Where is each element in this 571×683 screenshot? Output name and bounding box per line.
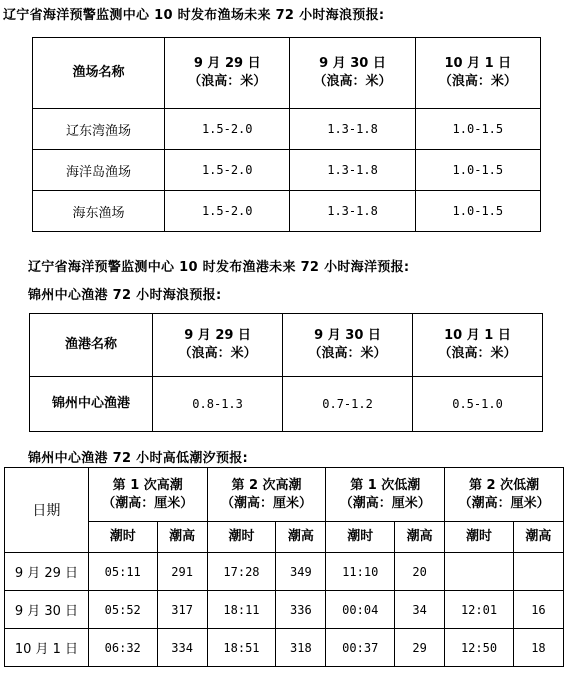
table-header-row — [5, 468, 564, 522]
col-date: 日期 — [5, 468, 89, 553]
harbor-wave-table — [29, 313, 543, 432]
col-harbor-name: 渔港名称 — [30, 314, 153, 377]
wave-value: 1.5-2.0 — [165, 109, 290, 150]
tide-height: 349 — [276, 553, 326, 591]
unit-label: （浪高：米） — [188, 74, 267, 89]
group-title: 第 1 次高潮 — [112, 477, 183, 493]
tide-time: 12:50 — [445, 629, 514, 667]
subcol-time: 潮时 — [445, 522, 514, 553]
unit-label: （浪高：米） — [178, 346, 257, 361]
harbor-name: 锦州中心渔港 — [30, 377, 153, 432]
tide-time: 18:51 — [207, 629, 276, 667]
tide-time: 12:01 — [445, 591, 514, 629]
unit-label: （潮高：厘米） — [339, 495, 431, 511]
wave-value: 1.3-1.8 — [290, 109, 415, 150]
wave-value: 1.0-1.5 — [415, 191, 540, 232]
tide-height: 291 — [157, 553, 207, 591]
date-label: 9 月 30 日 — [319, 56, 386, 71]
wave-value: 1.0-1.5 — [415, 150, 540, 191]
tide-height — [513, 553, 563, 591]
table-row — [33, 191, 541, 232]
subcol-height: 潮高 — [395, 522, 445, 553]
date-label: 10 月 1 日 — [444, 56, 512, 71]
fishery-name: 辽东湾渔场 — [33, 109, 165, 150]
tide-time: 11:10 — [326, 553, 395, 591]
wave-value: 1.3-1.8 — [290, 191, 415, 232]
col-date-2 — [283, 314, 413, 377]
table-row — [5, 629, 564, 667]
row-date: 10 月 1 日 — [5, 629, 89, 667]
group-title: 第 1 次低潮 — [350, 477, 421, 493]
subcol-height: 潮高 — [513, 522, 563, 553]
tide-time: 05:11 — [88, 553, 157, 591]
unit-label: （浪高：米） — [313, 74, 392, 89]
unit-label: （浪高：米） — [308, 346, 387, 361]
unit-label: （浪高：米） — [438, 74, 517, 89]
group-title: 第 2 次低潮 — [469, 477, 540, 493]
table-row — [30, 377, 543, 432]
group-high-tide-2 — [207, 468, 326, 522]
group-high-tide-1 — [88, 468, 207, 522]
tide-height: 336 — [276, 591, 326, 629]
wave-value: 1.0-1.5 — [415, 109, 540, 150]
subcol-time: 潮时 — [326, 522, 395, 553]
tide-time: 18:11 — [207, 591, 276, 629]
tide-height: 34 — [395, 591, 445, 629]
fishery-wave-table — [32, 37, 541, 232]
tide-height: 18 — [513, 629, 563, 667]
col-date-1 — [165, 38, 290, 109]
tide-height: 334 — [157, 629, 207, 667]
unit-label: （潮高：厘米） — [458, 495, 550, 511]
row-date: 9 月 29 日 — [5, 553, 89, 591]
heading-fishery-wave-forecast: 辽宁省海洋预警监测中心 10 时发布渔场未来 72 小时海浪预报: — [3, 8, 385, 23]
table-header-row — [30, 314, 543, 377]
wave-value: 0.8-1.3 — [153, 377, 283, 432]
col-date-1 — [153, 314, 283, 377]
heading-jinzhou-wave-forecast: 锦州中心渔港 72 小时海浪预报: — [28, 288, 222, 303]
tide-height: 29 — [395, 629, 445, 667]
subcol-time: 潮时 — [88, 522, 157, 553]
tide-height: 317 — [157, 591, 207, 629]
tide-height: 318 — [276, 629, 326, 667]
wave-value: 1.5-2.0 — [165, 150, 290, 191]
tide-height: 16 — [513, 591, 563, 629]
table-header-row — [33, 38, 541, 109]
heading-harbor-ocean-forecast: 辽宁省海洋预警监测中心 10 时发布渔港未来 72 小时海洋预报: — [28, 260, 410, 275]
table-row — [5, 553, 564, 591]
wave-value: 1.5-2.0 — [165, 191, 290, 232]
fishery-name: 海洋岛渔场 — [33, 150, 165, 191]
tide-time — [445, 553, 514, 591]
col-date-2 — [290, 38, 415, 109]
tide-height: 20 — [395, 553, 445, 591]
table-subheader-row — [5, 522, 564, 553]
wave-value: 0.7-1.2 — [283, 377, 413, 432]
group-low-tide-2 — [445, 468, 564, 522]
unit-label: （潮高：厘米） — [102, 495, 194, 511]
col-date-3 — [415, 38, 540, 109]
subcol-time: 潮时 — [207, 522, 276, 553]
tide-time: 05:52 — [88, 591, 157, 629]
date-label: 9 月 29 日 — [193, 56, 261, 71]
date-label: 10 月 1 日 — [444, 328, 511, 343]
table-row — [5, 591, 564, 629]
date-label: 9 月 30 日 — [314, 328, 381, 343]
tide-table — [4, 467, 564, 667]
unit-label: （浪高：米） — [438, 346, 517, 361]
tide-time: 00:04 — [326, 591, 395, 629]
group-low-tide-1 — [326, 468, 445, 522]
table-row — [33, 150, 541, 191]
subcol-height: 潮高 — [157, 522, 207, 553]
tide-time: 00:37 — [326, 629, 395, 667]
subcol-height: 潮高 — [276, 522, 326, 553]
row-date: 9 月 30 日 — [5, 591, 89, 629]
table-row — [33, 109, 541, 150]
col-date-3 — [413, 314, 543, 377]
group-title: 第 2 次高潮 — [231, 477, 302, 493]
fishery-name: 海东渔场 — [33, 191, 165, 232]
date-label: 9 月 29 日 — [184, 328, 251, 343]
heading-tide-forecast: 锦州中心渔港 72 小时高低潮汐预报: — [28, 451, 249, 466]
tide-time: 17:28 — [207, 553, 276, 591]
col-fishery-name: 渔场名称 — [33, 38, 165, 109]
tide-time: 06:32 — [88, 629, 157, 667]
wave-value: 1.3-1.8 — [290, 150, 415, 191]
wave-value: 0.5-1.0 — [413, 377, 543, 432]
unit-label: （潮高：厘米） — [220, 495, 312, 511]
